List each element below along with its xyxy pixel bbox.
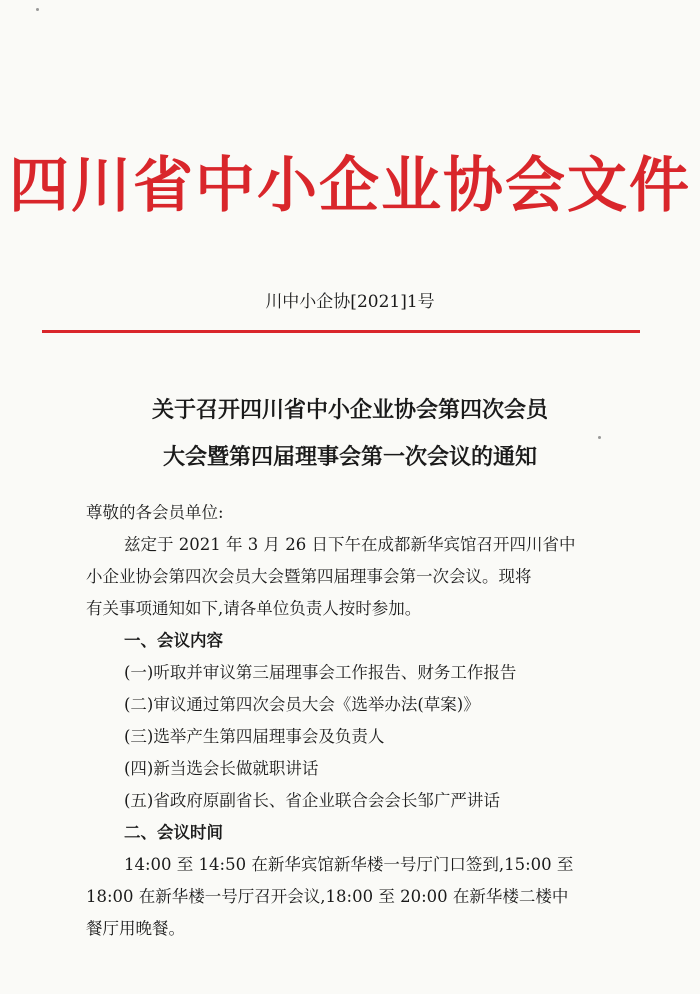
agenda-item: (二)审议通过第四次会员大会《选举办法(草案)》 (124, 695, 480, 714)
time-line: 18:00 在新华楼一号厅召开会议,18:00 至 20:00 在新华楼二楼中 (86, 887, 569, 906)
scan-speck (36, 8, 39, 11)
red-divider-line (42, 330, 640, 333)
agenda-item: (三)选举产生第四届理事会及负责人 (124, 727, 385, 746)
intro-line: 有关事项通知如下,请各单位负责人按时参加。 (86, 599, 422, 618)
notice-title-line-1: 关于召开四川省中小企业协会第四次会员 (151, 398, 548, 423)
scan-speck (598, 436, 601, 439)
salutation: 尊敬的各会员单位: (86, 503, 224, 522)
document-header-title: 四川省中小企业协会文件 (9, 151, 691, 221)
intro-line: 小企业协会第四次会员大会暨第四届理事会第一次会议。现将 (86, 567, 532, 586)
time-line: 14:00 至 14:50 在新华宾馆新华楼一号厅门口签到,15:00 至 (124, 855, 574, 874)
section-heading: 一、会议内容 (124, 631, 223, 650)
time-line: 餐厅用晚餐。 (86, 919, 185, 938)
intro-line: 兹定于 2021 年 3 月 26 日下午在成都新华宾馆召开四川省中 (124, 535, 576, 554)
document-number: 川中小企协[2021]1号 (265, 292, 435, 312)
section-heading: 二、会议时间 (124, 823, 223, 842)
notice-title-line-2: 大会暨第四届理事会第一次会议的通知 (162, 445, 537, 470)
agenda-item: (一)听取并审议第三届理事会工作报告、财务工作报告 (124, 663, 517, 682)
agenda-item: (四)新当选会长做就职讲话 (124, 759, 319, 778)
agenda-item: (五)省政府原副省长、省企业联合会会长邹广严讲话 (124, 791, 500, 810)
